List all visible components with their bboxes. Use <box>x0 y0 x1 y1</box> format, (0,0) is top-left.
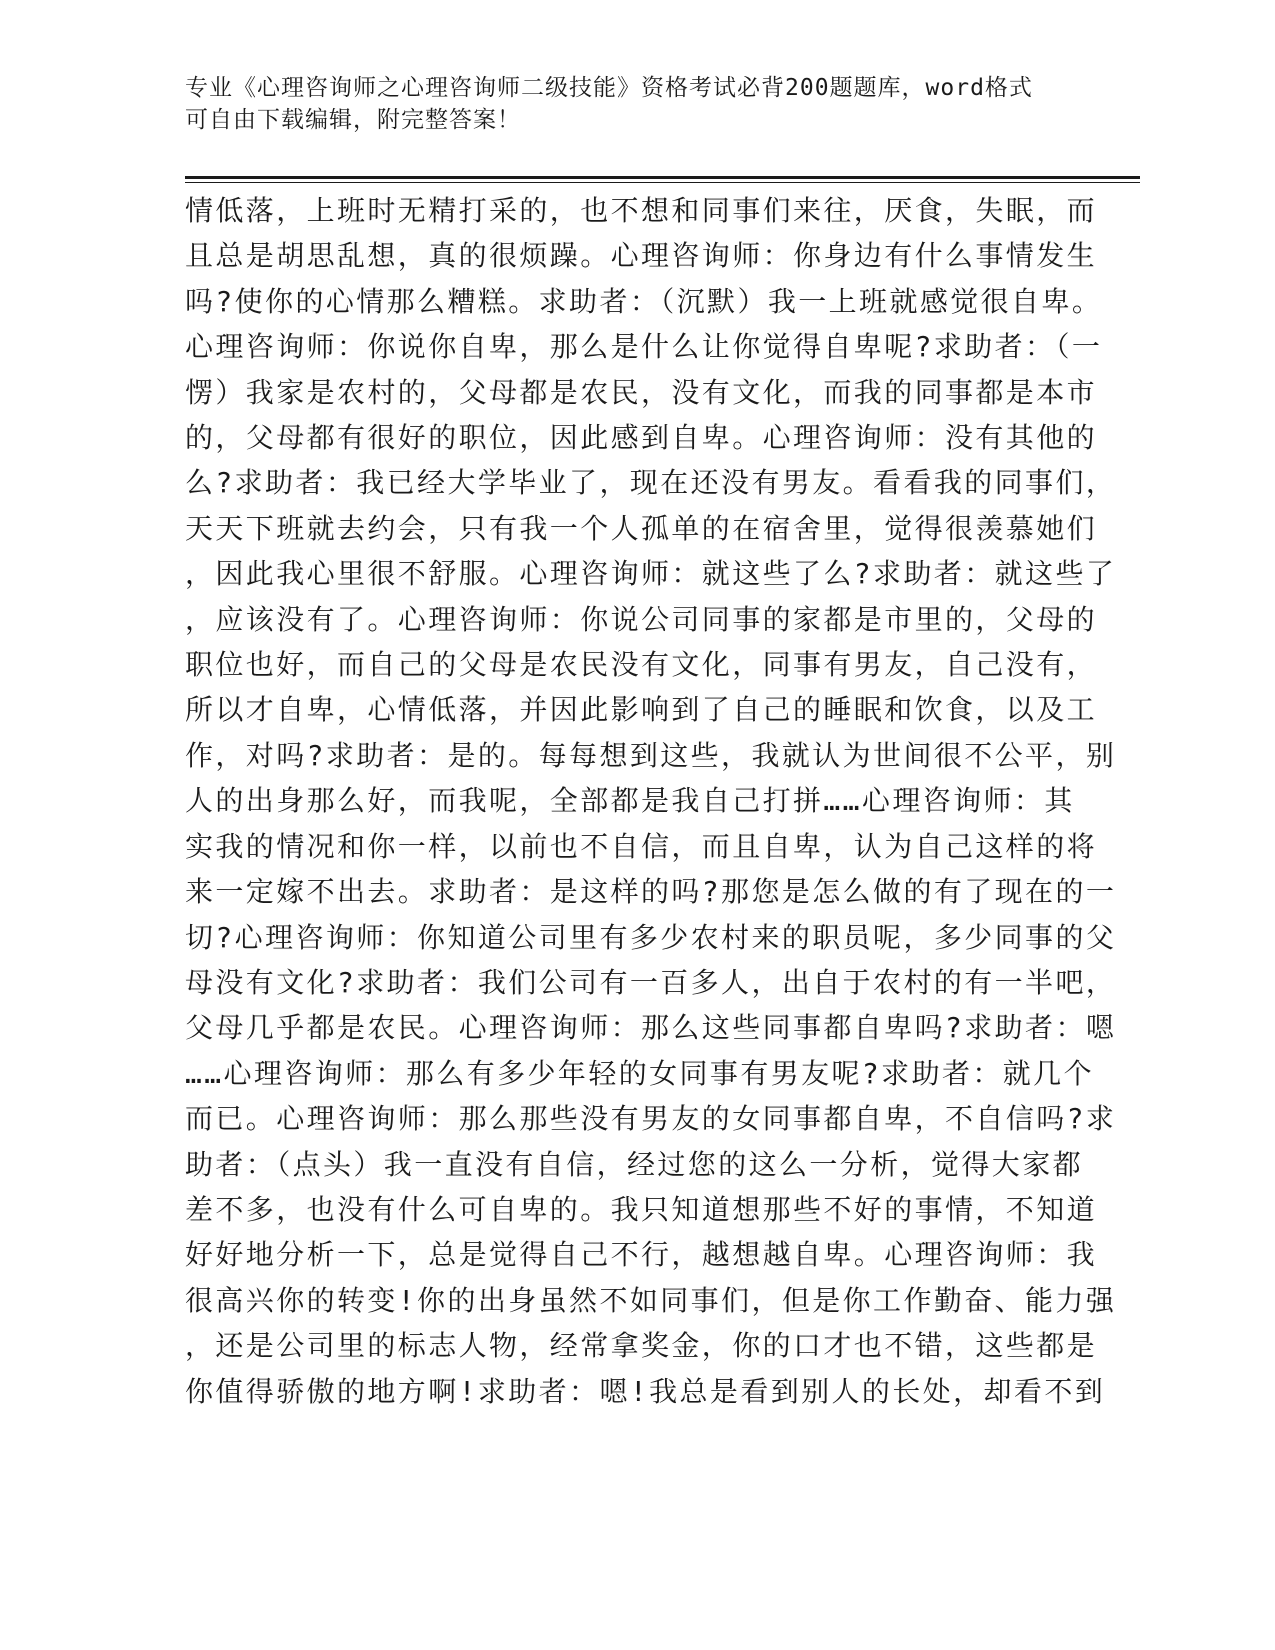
header-line-2: 可自由下载编辑，附完整答案！ <box>185 107 521 133</box>
body-line: 作，对吗?求助者：是的。每每想到这些，我就认为世间很不公平，别 <box>185 738 1117 772</box>
body-line: 所以才自卑，心情低落，并因此影响到了自己的睡眠和饮食，以及工 <box>185 693 1098 727</box>
body-line: 且总是胡思乱想，真的很烦躁。心理咨询师：你身边有什么事情发生 <box>185 239 1098 273</box>
body-line: ……心理咨询师：那么有多少年轻的女同事有男友呢?求助者：就几个 <box>185 1056 1094 1090</box>
body-line: 职位也好，而自己的父母是农民没有文化，同事有男友，自己没有， <box>185 648 1098 682</box>
body-line: 而已。心理咨询师：那么那些没有男友的女同事都自卑，不自信吗?求 <box>185 1102 1117 1136</box>
body-line: 天天下班就去约会，只有我一个人孤单的在宿舍里，觉得很羡慕她们 <box>185 511 1098 545</box>
body-line: 差不多，也没有什么可自卑的。我只知道想那些不好的事情，不知道 <box>185 1192 1098 1226</box>
body-line: 父母几乎都是农民。心理咨询师：那么这些同事都自卑吗?求助者：嗯 <box>185 1011 1117 1045</box>
header-line-1: 专业《心理咨询师之心理咨询师二级技能》资格考试必背200题题库，word格式 <box>185 75 1033 101</box>
body-line: 的，父母都有很好的职位，因此感到自卑。心理咨询师：没有其他的 <box>185 421 1098 455</box>
body-line: 你值得骄傲的地方啊!求助者：嗯!我总是看到别人的长处，却看不到 <box>185 1374 1106 1408</box>
page-header <box>185 72 1065 136</box>
body-line: 么?求助者：我已经大学毕业了，现在还没有男友。看看我的同事们， <box>185 466 1117 500</box>
body-line: 母没有文化?求助者：我们公司有一百多人，出自于农村的有一半吧， <box>185 965 1117 999</box>
body-line: 实我的情况和你一样，以前也不自信，而且自卑，认为自己这样的将 <box>185 829 1098 863</box>
body-line: ，应该没有了。心理咨询师：你说公司同事的家都是市里的，父母的 <box>185 602 1098 636</box>
body-line: ，因此我心里很不舒服。心理咨询师：就这些了么?求助者：就这些了 <box>185 557 1117 591</box>
body-line: 很高兴你的转变!你的出身虽然不如同事们，但是你工作勤奋、能力强 <box>185 1283 1117 1317</box>
body-line: 人的出身那么好，而我呢，全部都是我自己打拼……心理咨询师：其 <box>185 784 1075 818</box>
body-line: 切?心理咨询师：你知道公司里有多少农村来的职员呢，多少同事的父 <box>185 920 1117 954</box>
body-line: 助者：（点头）我一直没有自信，经过您的这么一分析，觉得大家都 <box>185 1147 1084 1181</box>
document-body <box>185 188 1117 1414</box>
body-line: 情低落，上班时无精打采的，也不想和同事们来往，厌食，失眠，而 <box>185 194 1098 227</box>
header-divider-thin <box>185 182 1140 183</box>
header-divider-thick <box>185 176 1140 179</box>
body-line: 好好地分析一下，总是觉得自己不行，越想越自卑。心理咨询师：我 <box>185 1238 1098 1272</box>
body-line: 吗?使你的心情那么糟糕。求助者：（沉默）我一上班就感觉很自卑。 <box>185 284 1103 318</box>
body-line: ，还是公司里的标志人物，经常拿奖金，你的口才也不错，这些都是 <box>185 1329 1098 1363</box>
body-line: 来一定嫁不出去。求助者：是这样的吗?那您是怎么做的有了现在的一 <box>185 875 1117 909</box>
body-line: 心理咨询师：你说你自卑，那么是什么让你觉得自卑呢?求助者：（一 <box>185 330 1103 364</box>
body-line: 愣）我家是农村的，父母都是农民，没有文化，而我的同事都是本市 <box>185 375 1098 409</box>
